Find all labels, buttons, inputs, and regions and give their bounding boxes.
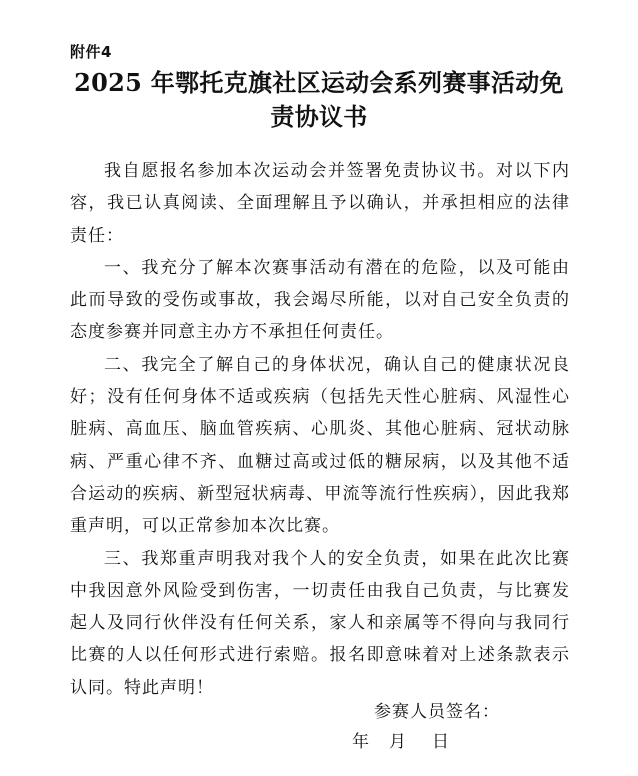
clause-2-paragraph: 二、我完全了解自己的身体状况，确认自己的健康状况良好；没有任何身体不适或疾病（包括先天性心脏病、风湿性心脏病、高血压、脑血管疾病、心肌炎、其他心脏病、冠状动脉病、严重心律不齐、血糖过高或过低的糖尿病，以及其他不适合运动的疾病、新型冠状病毒、甲流等流行性疾病），因此我郑重声明，可以正常参加本次比赛。 — [70, 354, 570, 537]
clause-3-paragraph: 三、我郑重声明我对我个人的安全负责，如果在此次比赛中我因意外风险受到伤害，一切责任由我自己负责，与比赛发起人及同行伙伴没有任何关系，家人和亲属等不得向与我同行比赛的人以任何形式进行索赔。报名即意味着对上述条款表示认同。特此声明！ — [70, 548, 570, 698]
signature-label: 参赛人员签名： — [374, 702, 500, 722]
document-title — [60, 66, 578, 134]
date-year-label: 年 — [352, 732, 369, 752]
title-line-1: 2025 年鄂托克旗社区运动会系列赛事活动免 — [74, 68, 564, 97]
date-day-label: 日 — [432, 732, 449, 752]
attachment-label: 附件4 — [70, 43, 112, 61]
title-line-2: 责协议书 — [270, 102, 368, 131]
intro-paragraph: 我自愿报名参加本次运动会并签署免责协议书。对以下内容，我已认真阅读、全面理解且予以确认，并承担相应的法律责任： — [70, 161, 570, 246]
agreement-body — [70, 155, 570, 704]
clause-1-paragraph: 一、我充分了解本次赛事活动有潜在的危险，以及可能由此而导致的受伤或事故，我会竭尽所能，以对自己安全负责的态度参赛并同意主办方不承担任何责任。 — [70, 257, 570, 343]
date-month-label: 月 — [389, 732, 406, 752]
date-line — [352, 730, 449, 754]
